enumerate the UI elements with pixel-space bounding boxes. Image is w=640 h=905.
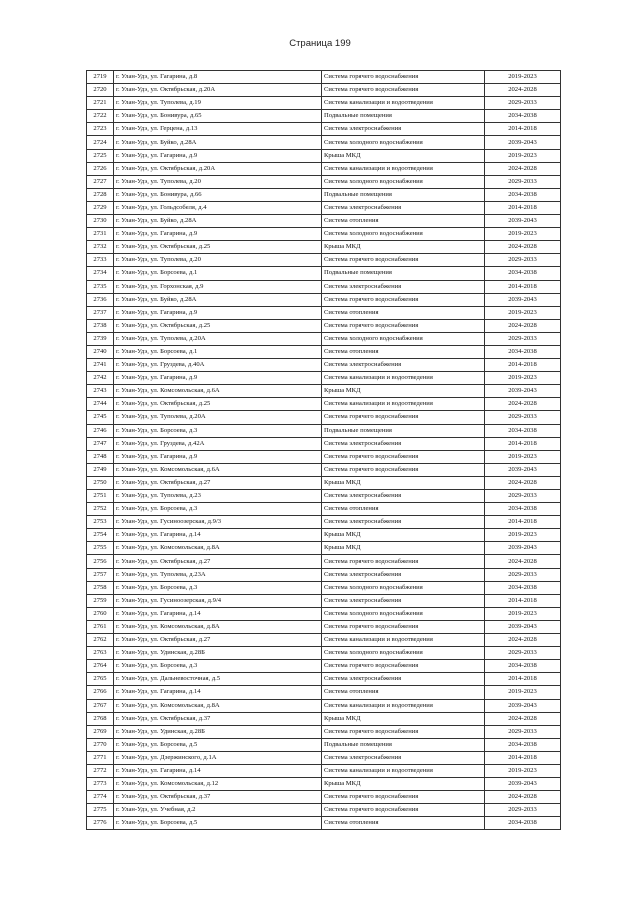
period-cell: 2014-2018 [485, 123, 561, 136]
table-row [87, 411, 561, 424]
table-row [87, 660, 561, 673]
table-row [87, 136, 561, 149]
work-type-cell: Система электроснабжения [322, 280, 485, 293]
work-type-cell: Система отопления [322, 345, 485, 358]
work-type-cell: Система горячего водоснабжения [322, 450, 485, 463]
row-number-cell: 2744 [87, 398, 114, 411]
row-number-cell: 2759 [87, 594, 114, 607]
row-number-cell: 2749 [87, 463, 114, 476]
period-cell: 2029-2033 [485, 411, 561, 424]
table-row [87, 634, 561, 647]
period-cell: 2034-2038 [485, 188, 561, 201]
work-type-cell: Система холодного водоснабжения [322, 647, 485, 660]
period-cell: 2039-2043 [485, 293, 561, 306]
work-type-cell: Система отопления [322, 817, 485, 830]
address-cell: г. Улан-Удэ, ул. Туполева, д.20А [114, 332, 322, 345]
work-type-cell: Подвальные помещения [322, 267, 485, 280]
work-type-cell: Крыша МКД [322, 385, 485, 398]
table-row [87, 725, 561, 738]
address-cell: г. Улан-Удэ, ул. Туполева, д.23А [114, 568, 322, 581]
address-cell: г. Улан-Удэ, ул. Борсоева, д.3 [114, 660, 322, 673]
row-number-cell: 2725 [87, 149, 114, 162]
row-number-cell: 2741 [87, 359, 114, 372]
row-number-cell: 2746 [87, 424, 114, 437]
address-cell: г. Улан-Удэ, ул. Гагарина, д.14 [114, 686, 322, 699]
period-cell: 2029-2033 [485, 332, 561, 345]
row-number-cell: 2773 [87, 778, 114, 791]
period-cell: 2014-2018 [485, 201, 561, 214]
address-cell: г. Улан-Удэ, ул. Октябрьская, д.27 [114, 476, 322, 489]
period-cell: 2024-2028 [485, 319, 561, 332]
period-cell: 2029-2033 [485, 175, 561, 188]
address-cell: г. Улан-Удэ, ул. Гагарина, д.9 [114, 228, 322, 241]
row-number-cell: 2743 [87, 385, 114, 398]
work-type-cell: Система электроснабжения [322, 594, 485, 607]
work-type-cell: Система канализации и водоотведения [322, 372, 485, 385]
work-type-cell: Система электроснабжения [322, 751, 485, 764]
period-cell: 2039-2043 [485, 620, 561, 633]
address-cell: г. Улан-Удэ, ул. Буйко, д.28А [114, 215, 322, 228]
address-cell: г. Улан-Удэ, ул. Комсомольская, д.8А [114, 620, 322, 633]
period-cell: 2039-2043 [485, 542, 561, 555]
row-number-cell: 2719 [87, 71, 114, 84]
row-number-cell: 2766 [87, 686, 114, 699]
row-number-cell: 2731 [87, 228, 114, 241]
period-cell: 2014-2018 [485, 437, 561, 450]
period-cell: 2034-2038 [485, 267, 561, 280]
work-type-cell: Система горячего водоснабжения [322, 84, 485, 97]
table-row [87, 568, 561, 581]
period-cell: 2014-2018 [485, 516, 561, 529]
row-number-cell: 2727 [87, 175, 114, 188]
period-cell: 2024-2028 [485, 555, 561, 568]
period-cell: 2019-2023 [485, 450, 561, 463]
work-type-cell: Система горячего водоснабжения [322, 725, 485, 738]
work-type-cell: Система холодного водоснабжения [322, 175, 485, 188]
period-cell: 2024-2028 [485, 162, 561, 175]
row-number-cell: 2765 [87, 673, 114, 686]
table-row [87, 254, 561, 267]
row-number-cell: 2722 [87, 110, 114, 123]
period-cell: 2014-2018 [485, 359, 561, 372]
table-row [87, 463, 561, 476]
work-type-cell: Система горячего водоснабжения [322, 71, 485, 84]
period-cell: 2019-2023 [485, 228, 561, 241]
period-cell: 2024-2028 [485, 476, 561, 489]
period-cell: 2024-2028 [485, 84, 561, 97]
address-cell: г. Улан-Удэ, ул. Буйко, д.28А [114, 136, 322, 149]
row-number-cell: 2776 [87, 817, 114, 830]
table-row [87, 123, 561, 136]
work-type-cell: Система горячего водоснабжения [322, 804, 485, 817]
table-row [87, 712, 561, 725]
address-cell: г. Улан-Удэ, ул. Октябрьская, д.37 [114, 712, 322, 725]
row-number-cell: 2751 [87, 490, 114, 503]
address-cell: г. Улан-Удэ, ул. Удинская, д.28Б [114, 725, 322, 738]
address-cell: г. Улан-Удэ, ул. Гагарина, д.9 [114, 149, 322, 162]
row-number-cell: 2738 [87, 319, 114, 332]
table-row [87, 594, 561, 607]
address-cell: г. Улан-Удэ, ул. Гусиноозерская, д.9/4 [114, 594, 322, 607]
table-row [87, 332, 561, 345]
address-cell: г. Улан-Удэ, ул. Гагарина, д.14 [114, 764, 322, 777]
work-type-cell: Крыша МКД [322, 712, 485, 725]
period-cell: 2029-2033 [485, 647, 561, 660]
table-row [87, 490, 561, 503]
table-row [87, 607, 561, 620]
row-number-cell: 2768 [87, 712, 114, 725]
period-cell: 2014-2018 [485, 673, 561, 686]
table-row [87, 581, 561, 594]
row-number-cell: 2747 [87, 437, 114, 450]
work-type-cell: Система электроснабжения [322, 201, 485, 214]
period-cell: 2034-2038 [485, 424, 561, 437]
row-number-cell: 2735 [87, 280, 114, 293]
address-cell: г. Улан-Удэ, ул. Борсоева, д.5 [114, 817, 322, 830]
row-number-cell: 2734 [87, 267, 114, 280]
period-cell: 2039-2043 [485, 463, 561, 476]
work-type-cell: Подвальные помещения [322, 738, 485, 751]
address-cell: г. Улан-Удэ, ул. Комсомольская, д.6А [114, 385, 322, 398]
table-row [87, 293, 561, 306]
row-number-cell: 2764 [87, 660, 114, 673]
table-row [87, 280, 561, 293]
table-row [87, 751, 561, 764]
row-number-cell: 2745 [87, 411, 114, 424]
period-cell: 2029-2033 [485, 97, 561, 110]
period-cell: 2024-2028 [485, 791, 561, 804]
address-cell: г. Улан-Удэ, ул. Туполева, д.19 [114, 97, 322, 110]
work-type-cell: Крыша МКД [322, 241, 485, 254]
address-cell: г. Улан-Удэ, ул. Туполева, д.20 [114, 175, 322, 188]
period-cell: 2034-2038 [485, 345, 561, 358]
table-row [87, 267, 561, 280]
work-type-cell: Крыша МКД [322, 476, 485, 489]
row-number-cell: 2726 [87, 162, 114, 175]
table-row [87, 149, 561, 162]
address-cell: г. Улан-Удэ, ул. Бонивура, д.65 [114, 110, 322, 123]
period-cell: 2014-2018 [485, 751, 561, 764]
row-number-cell: 2758 [87, 581, 114, 594]
period-cell: 2019-2023 [485, 306, 561, 319]
period-cell: 2039-2043 [485, 215, 561, 228]
row-number-cell: 2730 [87, 215, 114, 228]
work-type-cell: Система горячего водоснабжения [322, 620, 485, 633]
row-number-cell: 2736 [87, 293, 114, 306]
address-cell: г. Улан-Удэ, ул. Буйко, д.28А [114, 293, 322, 306]
work-type-cell: Система отопления [322, 306, 485, 319]
address-cell: г. Улан-Удэ, ул. Гагарина, д.9 [114, 450, 322, 463]
period-cell: 2039-2043 [485, 385, 561, 398]
work-type-cell: Крыша МКД [322, 778, 485, 791]
period-cell: 2039-2043 [485, 778, 561, 791]
table-row [87, 529, 561, 542]
row-number-cell: 2763 [87, 647, 114, 660]
table-row [87, 542, 561, 555]
period-cell: 2019-2023 [485, 764, 561, 777]
table-row [87, 450, 561, 463]
table-row [87, 162, 561, 175]
work-type-cell: Система горячего водоснабжения [322, 319, 485, 332]
period-cell: 2034-2038 [485, 503, 561, 516]
work-type-cell: Система канализации и водоотведения [322, 162, 485, 175]
period-cell: 2029-2033 [485, 254, 561, 267]
table-row [87, 398, 561, 411]
table-row [87, 306, 561, 319]
table-row [87, 201, 561, 214]
work-type-cell: Система горячего водоснабжения [322, 555, 485, 568]
work-type-cell: Система холодного водоснабжения [322, 581, 485, 594]
work-type-cell: Система электроснабжения [322, 490, 485, 503]
address-cell: г. Улан-Удэ, ул. Комсомольская, д.6А [114, 463, 322, 476]
table-row [87, 555, 561, 568]
address-cell: г. Улан-Удэ, ул. Октябрьская, д.37 [114, 791, 322, 804]
work-type-cell: Система холодного водоснабжения [322, 228, 485, 241]
address-cell: г. Улан-Удэ, ул. Груздева, д.40А [114, 359, 322, 372]
period-cell: 2019-2023 [485, 149, 561, 162]
work-type-cell: Крыша МКД [322, 529, 485, 542]
work-type-cell: Система горячего водоснабжения [322, 660, 485, 673]
work-type-cell: Система электроснабжения [322, 359, 485, 372]
address-cell: г. Улан-Удэ, ул. Туполева, д.23 [114, 490, 322, 503]
work-type-cell: Система холодного водоснабжения [322, 607, 485, 620]
period-cell: 2019-2023 [485, 607, 561, 620]
table-row [87, 647, 561, 660]
period-cell: 2019-2023 [485, 529, 561, 542]
work-type-cell: Крыша МКД [322, 542, 485, 555]
address-cell: г. Улан-Удэ, ул. Туполева, д.20А [114, 411, 322, 424]
period-cell: 2039-2043 [485, 699, 561, 712]
work-type-cell: Крыша МКД [322, 149, 485, 162]
work-type-cell: Система канализации и водоотведения [322, 97, 485, 110]
address-cell: г. Улан-Удэ, ул. Комсомольская, д.8А [114, 542, 322, 555]
row-number-cell: 2740 [87, 345, 114, 358]
address-cell: г. Улан-Удэ, ул. Гагарина, д.14 [114, 529, 322, 542]
address-cell: г. Улан-Удэ, ул. Октябрьская, д.20А [114, 84, 322, 97]
row-number-cell: 2754 [87, 529, 114, 542]
period-cell: 2039-2043 [485, 136, 561, 149]
period-cell: 2034-2038 [485, 581, 561, 594]
table-row [87, 385, 561, 398]
period-cell: 2034-2038 [485, 817, 561, 830]
work-type-cell: Система горячего водоснабжения [322, 254, 485, 267]
address-cell: г. Улан-Удэ, ул. Гагарина, д.9 [114, 372, 322, 385]
table-row [87, 319, 561, 332]
address-cell: г. Улан-Удэ, ул. Борсоева, д.5 [114, 738, 322, 751]
row-number-cell: 2762 [87, 634, 114, 647]
table-row [87, 345, 561, 358]
row-number-cell: 2739 [87, 332, 114, 345]
row-number-cell: 2760 [87, 607, 114, 620]
address-cell: г. Улан-Удэ, ул. Гусиноозерская, д.9/3 [114, 516, 322, 529]
table-row [87, 673, 561, 686]
row-number-cell: 2750 [87, 476, 114, 489]
address-cell: г. Улан-Удэ, ул. Бонивура, д.66 [114, 188, 322, 201]
work-type-cell: Система электроснабжения [322, 516, 485, 529]
period-cell: 2029-2033 [485, 725, 561, 738]
table-row [87, 110, 561, 123]
period-cell: 2029-2033 [485, 490, 561, 503]
row-number-cell: 2770 [87, 738, 114, 751]
table-row [87, 228, 561, 241]
row-number-cell: 2772 [87, 764, 114, 777]
work-type-cell: Подвальные помещения [322, 188, 485, 201]
address-cell: г. Улан-Удэ, ул. Комсомольская, д.8А [114, 699, 322, 712]
table-row [87, 778, 561, 791]
row-number-cell: 2757 [87, 568, 114, 581]
address-cell: г. Улан-Удэ, ул. Комсомольская, д.12 [114, 778, 322, 791]
table-row [87, 215, 561, 228]
work-type-cell: Система канализации и водоотведения [322, 634, 485, 647]
period-cell: 2024-2028 [485, 398, 561, 411]
row-number-cell: 2769 [87, 725, 114, 738]
address-cell: г. Улан-Удэ, ул. Герцена, д.13 [114, 123, 322, 136]
table-row [87, 359, 561, 372]
table-row [87, 791, 561, 804]
work-type-cell: Система горячего водоснабжения [322, 293, 485, 306]
work-type-cell: Система канализации и водоотведения [322, 699, 485, 712]
address-cell: г. Улан-Удэ, ул. Борсоева, д.1 [114, 267, 322, 280]
address-cell: г. Улан-Удэ, ул. Октябрьская, д.25 [114, 241, 322, 254]
address-cell: г. Улан-Удэ, ул. Груздева, д.42А [114, 437, 322, 450]
period-cell: 2014-2018 [485, 280, 561, 293]
table-row [87, 620, 561, 633]
row-number-cell: 2756 [87, 555, 114, 568]
period-cell: 2034-2038 [485, 110, 561, 123]
address-cell: г. Улан-Удэ, ул. Дзержинского, д.1А [114, 751, 322, 764]
address-cell: г. Улан-Удэ, ул. Борсоева, д.3 [114, 503, 322, 516]
row-number-cell: 2720 [87, 84, 114, 97]
table-row [87, 241, 561, 254]
address-cell: г. Улан-Удэ, ул. Удинская, д.28Б [114, 647, 322, 660]
address-cell: г. Улан-Удэ, ул. Дальневосточная, д.5 [114, 673, 322, 686]
address-cell: г. Улан-Удэ, ул. Горхонская, д.9 [114, 280, 322, 293]
row-number-cell: 2752 [87, 503, 114, 516]
address-cell: г. Улан-Удэ, ул. Октябрьская, д.25 [114, 319, 322, 332]
row-number-cell: 2767 [87, 699, 114, 712]
work-type-cell: Система канализации и водоотведения [322, 398, 485, 411]
work-type-cell: Система электроснабжения [322, 673, 485, 686]
period-cell: 2019-2023 [485, 71, 561, 84]
row-number-cell: 2724 [87, 136, 114, 149]
row-number-cell: 2721 [87, 97, 114, 110]
address-cell: г. Улан-Удэ, ул. Октябрьская, д.27 [114, 555, 322, 568]
address-cell: г. Улан-Удэ, ул. Октябрьская, д.20А [114, 162, 322, 175]
address-cell: г. Улан-Удэ, ул. Гагарина, д.8 [114, 71, 322, 84]
work-type-cell: Система отопления [322, 686, 485, 699]
address-cell: г. Улан-Удэ, ул. Октябрьская, д.25 [114, 398, 322, 411]
table-row [87, 804, 561, 817]
row-number-cell: 2755 [87, 542, 114, 555]
work-type-cell: Система горячего водоснабжения [322, 791, 485, 804]
period-cell: 2034-2038 [485, 660, 561, 673]
address-cell: г. Улан-Удэ, ул. Борсоева, д.1 [114, 345, 322, 358]
period-cell: 2029-2033 [485, 568, 561, 581]
table-body [87, 71, 561, 830]
period-cell: 2024-2028 [485, 241, 561, 254]
work-type-cell: Система электроснабжения [322, 568, 485, 581]
table-row [87, 503, 561, 516]
row-number-cell: 2723 [87, 123, 114, 136]
work-type-cell: Система горячего водоснабжения [322, 411, 485, 424]
address-cell: г. Улан-Удэ, ул. Гагарина, д.9 [114, 306, 322, 319]
work-type-cell: Система отопления [322, 503, 485, 516]
period-cell: 2014-2018 [485, 594, 561, 607]
table-row [87, 699, 561, 712]
period-cell: 2034-2038 [485, 738, 561, 751]
row-number-cell: 2775 [87, 804, 114, 817]
address-cell: г. Улан-Удэ, ул. Учебная, д.2 [114, 804, 322, 817]
table-row [87, 175, 561, 188]
work-type-cell: Система электроснабжения [322, 437, 485, 450]
table-row [87, 516, 561, 529]
row-number-cell: 2774 [87, 791, 114, 804]
work-type-cell: Система холодного водоснабжения [322, 332, 485, 345]
period-cell: 2024-2028 [485, 634, 561, 647]
address-cell: г. Улан-Удэ, ул. Гольдсобеля, д.4 [114, 201, 322, 214]
table-row [87, 97, 561, 110]
row-number-cell: 2729 [87, 201, 114, 214]
table-row [87, 71, 561, 84]
period-cell: 2024-2028 [485, 712, 561, 725]
work-type-cell: Система отопления [322, 215, 485, 228]
period-cell: 2019-2023 [485, 686, 561, 699]
row-number-cell: 2753 [87, 516, 114, 529]
address-cell: г. Улан-Удэ, ул. Борсоева, д.3 [114, 424, 322, 437]
work-type-cell: Система горячего водоснабжения [322, 463, 485, 476]
row-number-cell: 2761 [87, 620, 114, 633]
row-number-cell: 2732 [87, 241, 114, 254]
table-row [87, 738, 561, 751]
row-number-cell: 2771 [87, 751, 114, 764]
work-type-cell: Система электроснабжения [322, 123, 485, 136]
table-row [87, 372, 561, 385]
row-number-cell: 2742 [87, 372, 114, 385]
row-number-cell: 2733 [87, 254, 114, 267]
row-number-cell: 2728 [87, 188, 114, 201]
table-row [87, 686, 561, 699]
work-type-cell: Подвальные помещения [322, 110, 485, 123]
work-type-cell: Система холодного водоснабжения [322, 136, 485, 149]
address-cell: г. Улан-Удэ, ул. Борсоева, д.3 [114, 581, 322, 594]
page-number-label: Страница 199 [289, 38, 351, 49]
row-number-cell: 2748 [87, 450, 114, 463]
period-cell: 2029-2033 [485, 804, 561, 817]
address-cell: г. Улан-Удэ, ул. Октябрьская, д.27 [114, 634, 322, 647]
work-type-cell: Система канализации и водоотведения [322, 764, 485, 777]
table-row [87, 437, 561, 450]
repair-schedule-table [86, 70, 561, 830]
table-row [87, 817, 561, 830]
period-cell: 2019-2023 [485, 372, 561, 385]
work-type-cell: Подвальные помещения [322, 424, 485, 437]
address-cell: г. Улан-Удэ, ул. Туполева, д.20 [114, 254, 322, 267]
row-number-cell: 2737 [87, 306, 114, 319]
table-row [87, 188, 561, 201]
table-row [87, 764, 561, 777]
table-row [87, 84, 561, 97]
table-row [87, 476, 561, 489]
address-cell: г. Улан-Удэ, ул. Гагарина, д.14 [114, 607, 322, 620]
table-row [87, 424, 561, 437]
